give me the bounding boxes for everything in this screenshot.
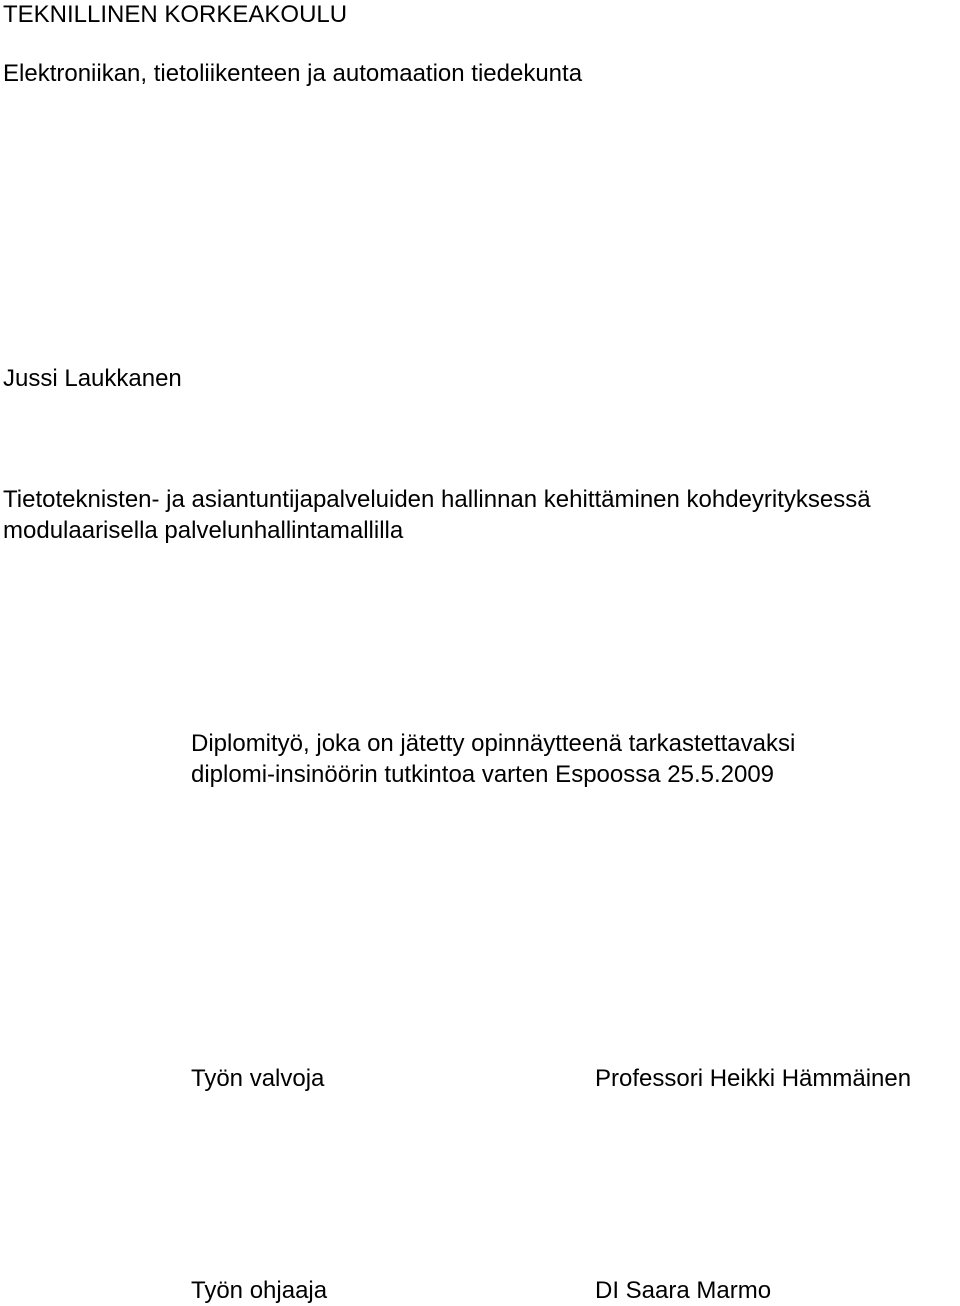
- supervisor-name: Professori Heikki Hämmäinen: [595, 1065, 912, 1092]
- instructor-name: DI Saara Marmo: [595, 1277, 772, 1304]
- thesis-title-line-1: Tietoteknisten- ja asiantuntijapalveluiden hallinnan kehittäminen kohdeyrityksessä: [3, 486, 871, 513]
- thesis-description-line-2: diplomi-insinöörin tutkintoa varten Espoossa 25.5.2009: [191, 761, 775, 788]
- supervisor-label: Työn valvoja: [191, 1065, 325, 1092]
- thesis-title-line-2: modulaarisella palvelunhallintamallilla: [3, 517, 404, 544]
- thesis-description-line-1: Diplomityö, joka on jätetty opinnäytteenä tarkastettavaksi: [191, 730, 796, 757]
- university-name: TEKNILLINEN KORKEAKOULU: [3, 1, 348, 28]
- author-name: Jussi Laukkanen: [3, 365, 182, 392]
- faculty-name: Elektroniikan, tietoliikenteen ja automaation tiedekunta: [3, 60, 583, 87]
- instructor-label: Työn ohjaaja: [191, 1277, 328, 1304]
